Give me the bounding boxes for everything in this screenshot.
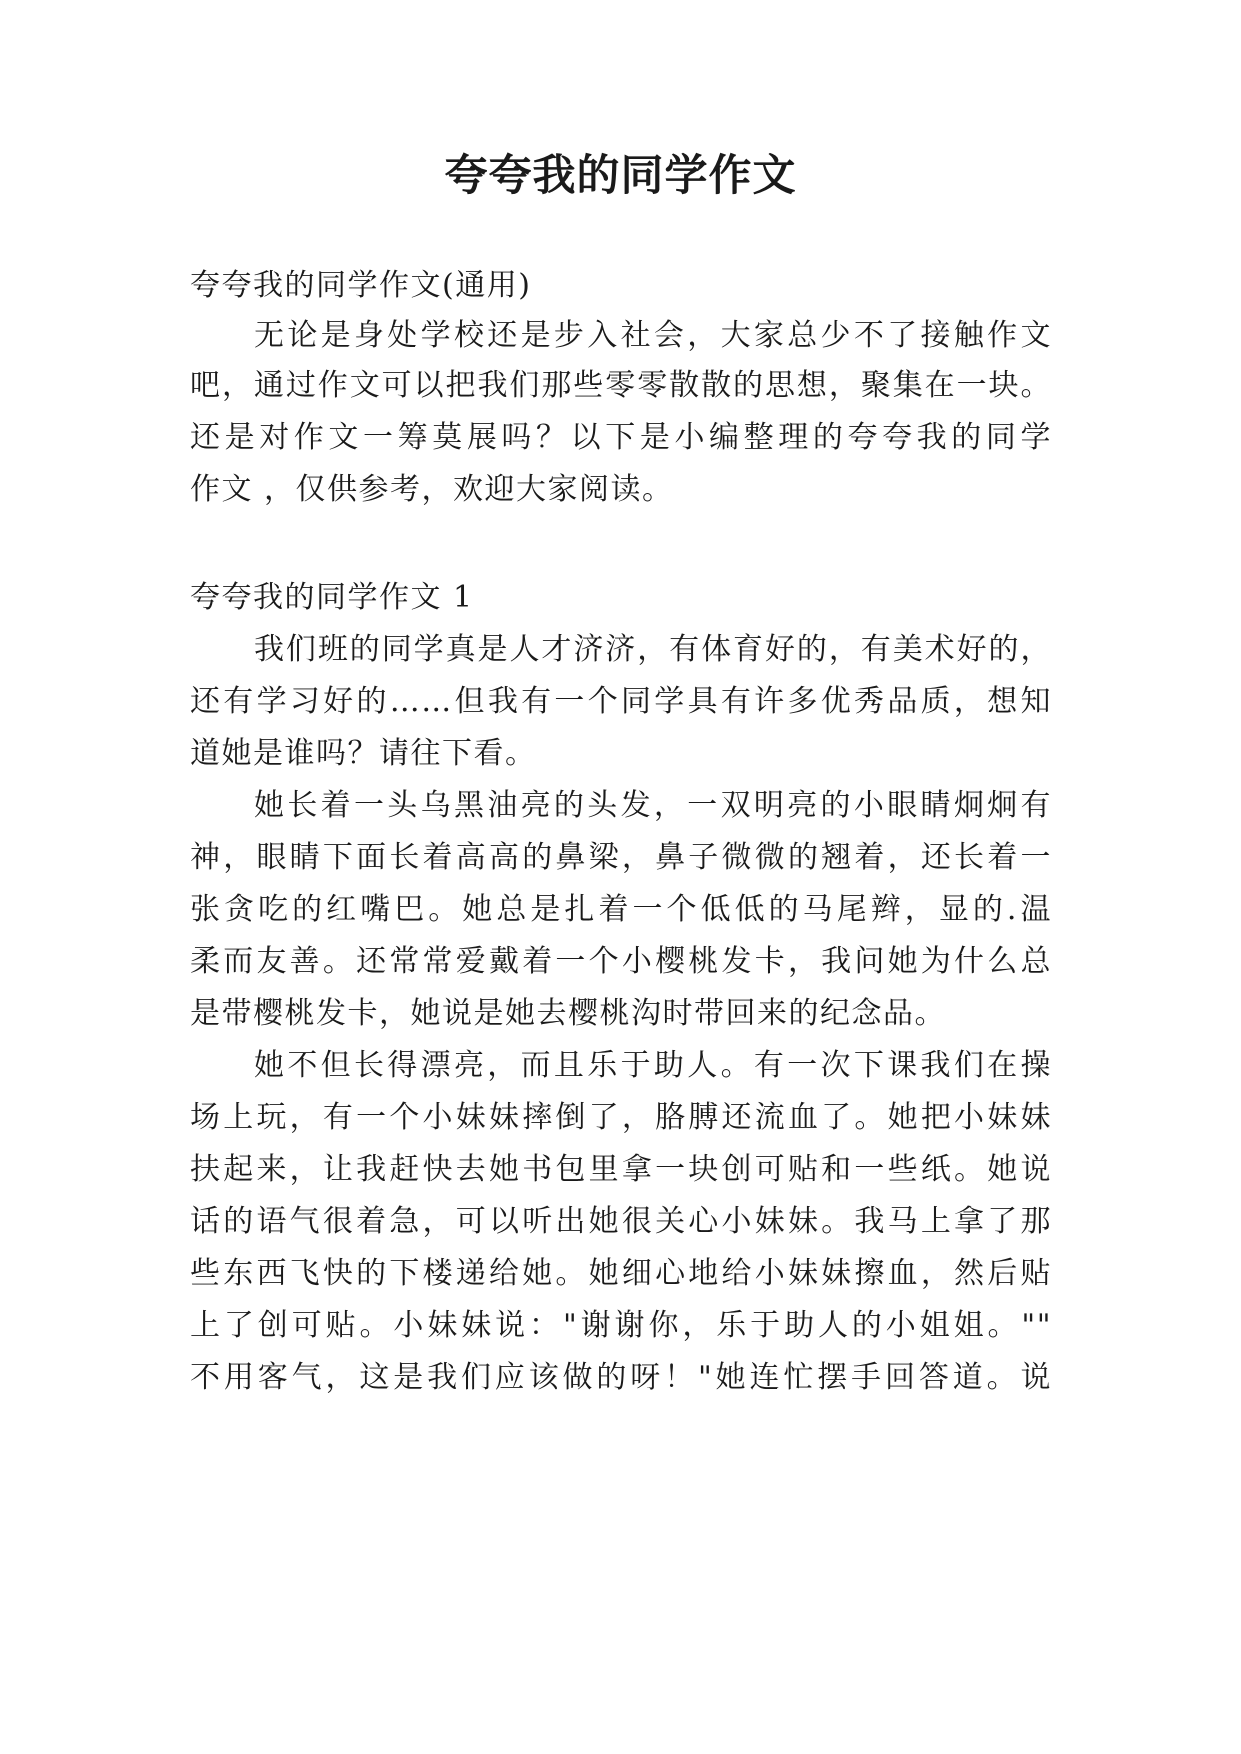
intro-line-2: 吧，通过作文可以把我们那些零零散散的思想，聚集在一块。	[190, 368, 1052, 403]
body-line: 扶起来，让我赶快去她书包里拿一块创可贴和一些纸。她说	[190, 1152, 1052, 1187]
body-line: 场上玩，有一个小妹妹摔倒了，胳膊还流血了。她把小妹妹	[190, 1100, 1052, 1135]
body-line: 张贪吃的红嘴巴。她总是扎着一个低低的马尾辫，显的.温	[190, 892, 1052, 927]
body-line: 她长着一头乌黑油亮的头发，一双明亮的小眼睛炯炯有	[254, 788, 1052, 823]
intro-line-4: 作文 ，仅供参考，欢迎大家阅读。	[190, 472, 674, 507]
document-title: 夸夸我的同学作文	[444, 151, 797, 201]
section-heading-1: 夸夸我的同学作文 1	[190, 580, 474, 615]
body-line: 不用客气，这是我们应该做的呀！"她连忙摆手回答道。说	[190, 1360, 1052, 1395]
body-line: 还有学习好的……但我有一个同学具有许多优秀品质，想知	[190, 684, 1052, 719]
body-line: 神，眼睛下面长着高高的鼻梁，鼻子微微的翘着，还长着一	[190, 840, 1052, 875]
body-line: 道她是谁吗？请往下看。	[190, 736, 537, 771]
body-line: 她不但长得漂亮，而且乐于助人。有一次下课我们在操	[254, 1048, 1052, 1083]
body-line: 是带樱桃发卡，她说是她去樱桃沟时带回来的纪念品。	[190, 996, 946, 1031]
intro-line-1: 无论是身处学校还是步入社会，大家总少不了接触作文	[254, 318, 1052, 353]
intro-line-3: 还是对作文一筹莫展吗？以下是小编整理的夸夸我的同学	[190, 420, 1052, 455]
body-line: 些东西飞快的下楼递给她。她细心地给小妹妹擦血，然后贴	[190, 1256, 1052, 1291]
body-line: 话的语气很着急，可以听出她很关心小妹妹。我马上拿了那	[190, 1204, 1052, 1239]
body-line: 我们班的同学真是人才济济，有体育好的，有美术好的，	[254, 632, 1052, 667]
body-line: 柔而友善。还常常爱戴着一个小樱桃发卡，我问她为什么总	[190, 944, 1052, 979]
subtitle-line: 夸夸我的同学作文(通用)	[190, 268, 532, 303]
body-line: 上了创可贴。小妹妹说："谢谢你，乐于助人的小姐姐。""	[190, 1308, 1052, 1343]
